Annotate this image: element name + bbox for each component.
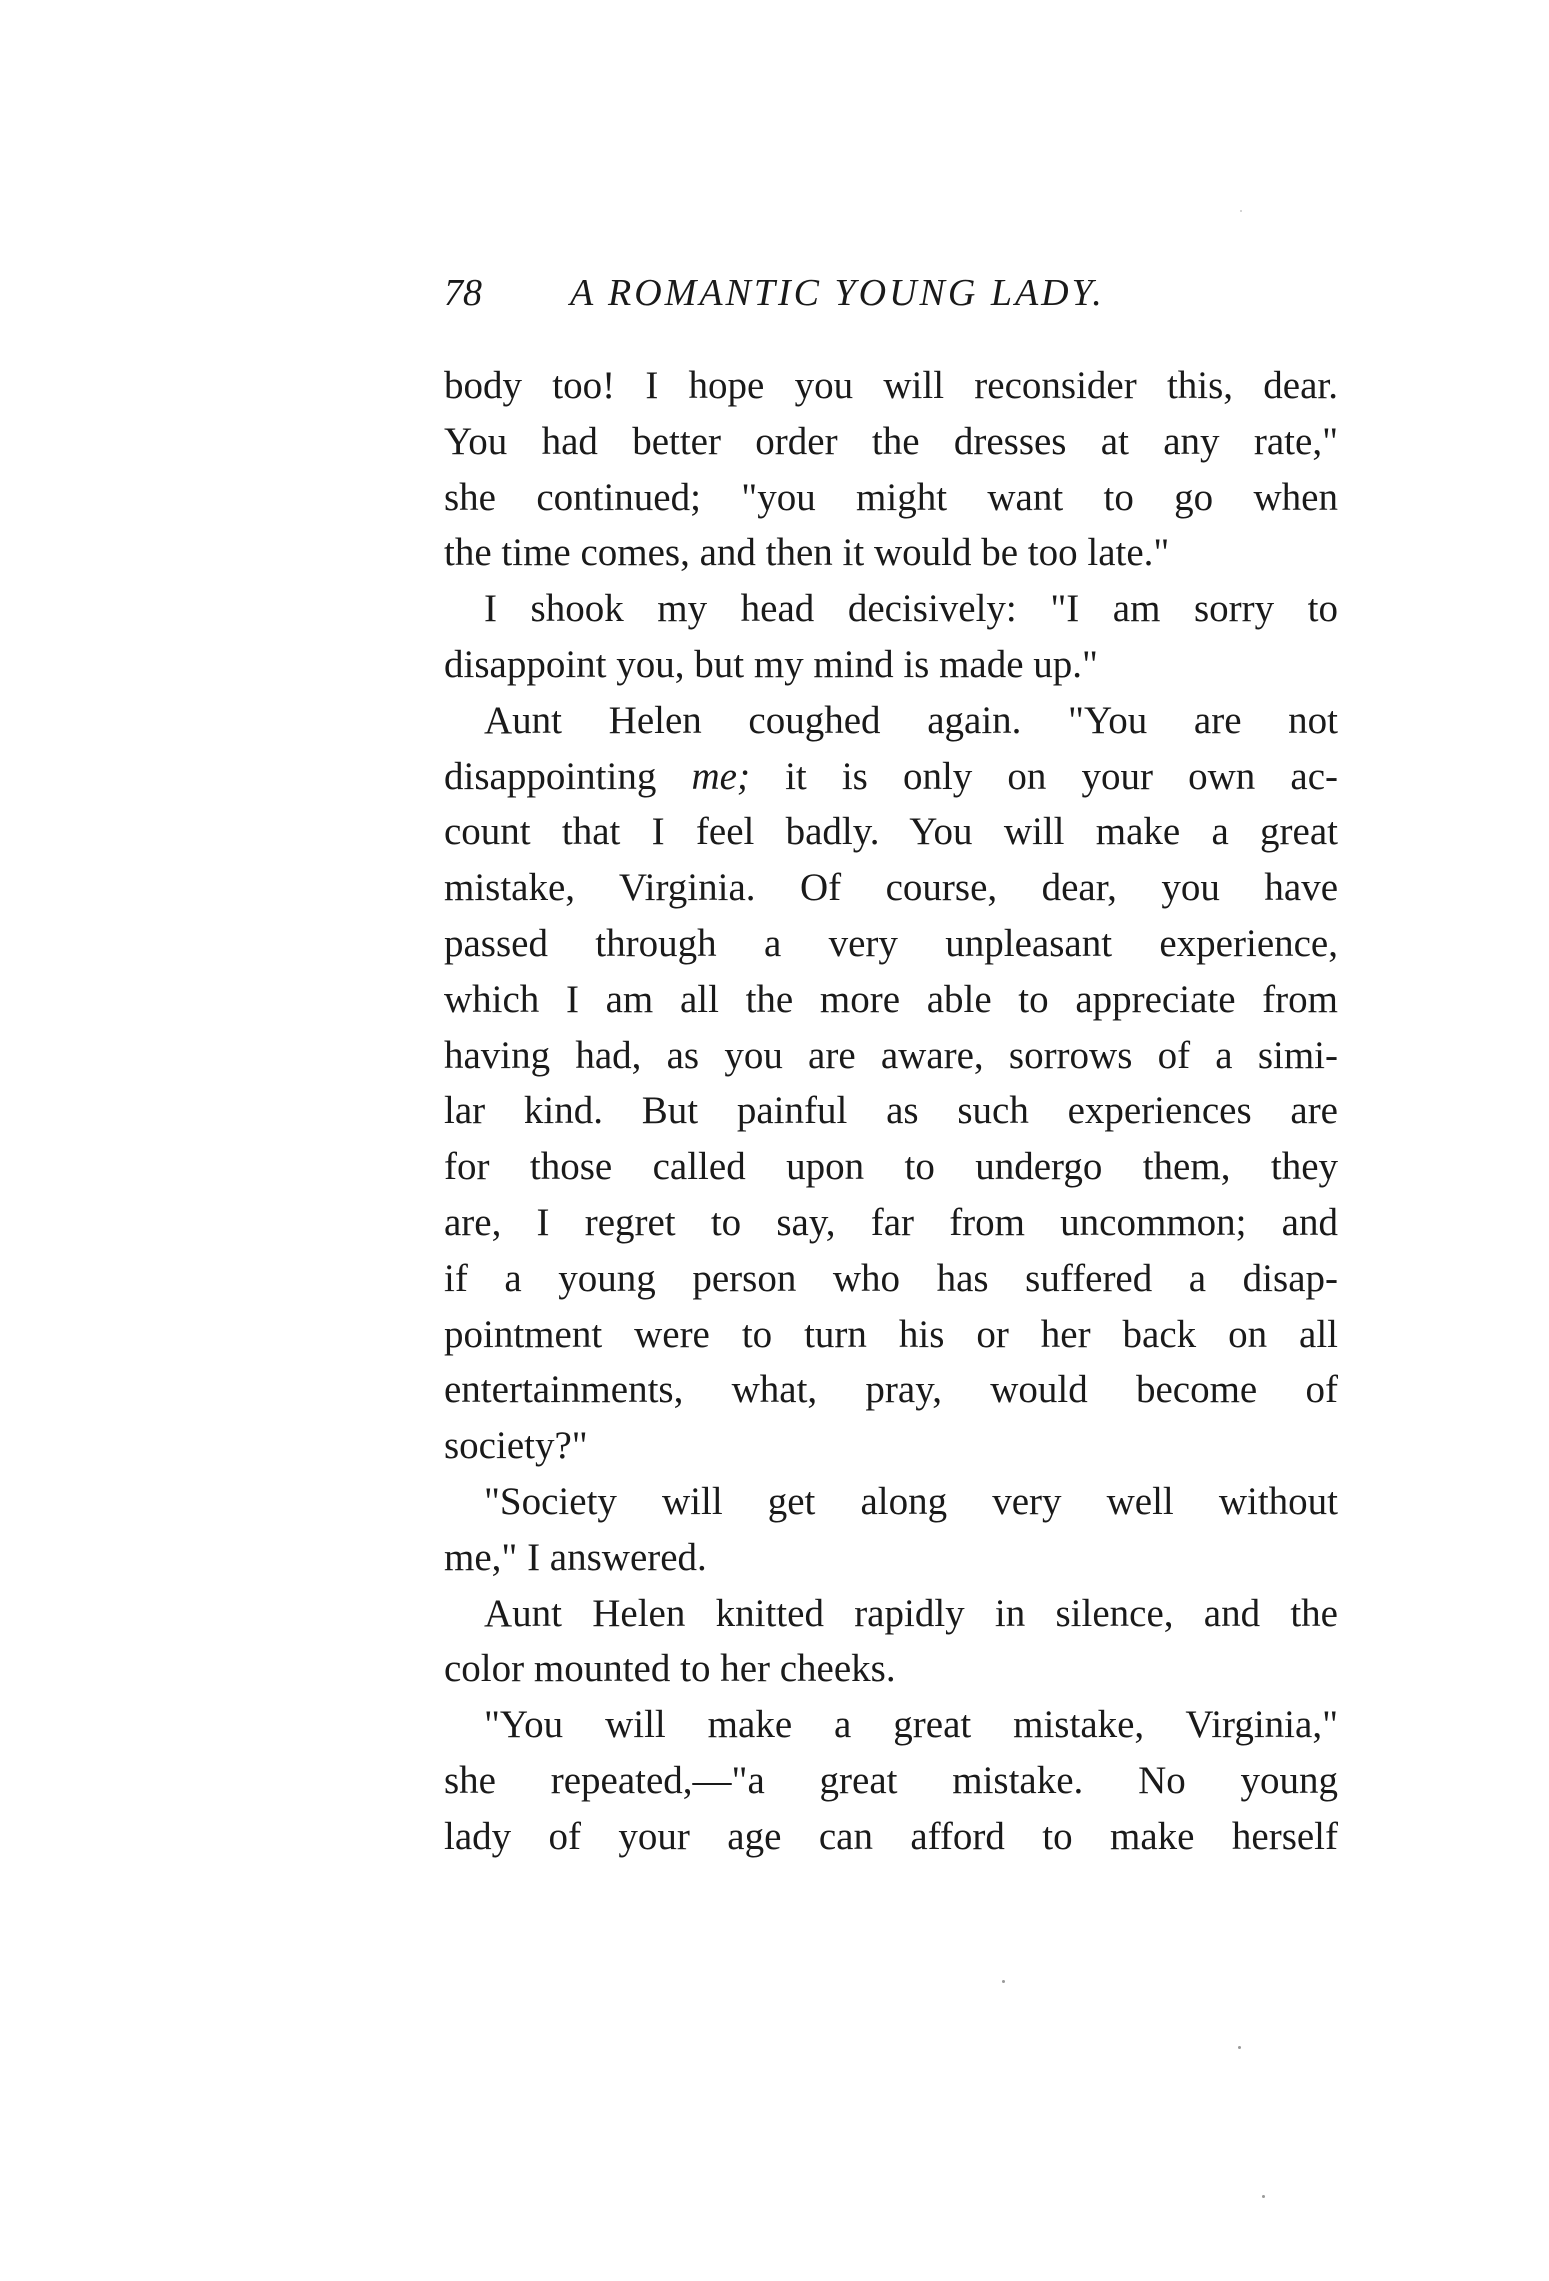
- text-line: Aunt Helen coughed again. "You are not: [484, 698, 1338, 742]
- text-line: passed through a very unpleasant experience,: [444, 921, 1338, 965]
- text-line: lady of your age can afford to make herself: [444, 1814, 1338, 1858]
- text-line: count that I feel badly. You will make a great: [444, 810, 1338, 854]
- paper-speck: [1240, 210, 1242, 212]
- text-line-mixed: [444, 749, 1338, 805]
- text-line: I shook my head decisively: "I am sorry to: [484, 587, 1338, 631]
- text-line: for those called upon to undergo them, they: [444, 1145, 1338, 1189]
- paper-speck: [1262, 2195, 1265, 2198]
- text-line: body too! I hope you will reconsider this, dear.: [444, 364, 1338, 407]
- text-line: lar kind. But painful as such experiences are: [444, 1089, 1338, 1133]
- text-line: she repeated,—"a great mistake. No young: [444, 1758, 1338, 1802]
- text-line: having had, as you are aware, sorrows of a simi-: [444, 1033, 1338, 1077]
- text-line: disappoint you, but my mind is made up.": [444, 642, 1098, 686]
- running-head: [444, 268, 1344, 318]
- text-fragment: it is only on your own ac-: [785, 754, 1339, 798]
- text-line: You had better order the dresses at any rate,": [444, 419, 1338, 463]
- text-fragment: disappointing: [444, 754, 657, 798]
- text-line: pointment were to turn his or her back on all: [444, 1312, 1338, 1356]
- text-line: the time comes, and then it would be too late.": [444, 531, 1170, 575]
- body-text: [444, 358, 1338, 1865]
- text-line: if a young person who has suffered a disap-: [444, 1256, 1338, 1300]
- emphasis-word: me;: [691, 754, 750, 798]
- text-line: society?": [444, 1424, 588, 1468]
- text-line: entertainments, what, pray, would become of: [444, 1368, 1338, 1412]
- text-line: are, I regret to say, far from uncommon; and: [444, 1200, 1338, 1244]
- text-line: which I am all the more able to appreciate from: [444, 977, 1338, 1021]
- page-number: 78: [444, 272, 482, 314]
- text-line: me," I answered.: [444, 1535, 707, 1579]
- paper-speck: [1238, 2046, 1241, 2049]
- text-line: she continued; "you might want to go when: [444, 475, 1338, 519]
- text-line: color mounted to her cheeks.: [444, 1647, 896, 1691]
- running-title: A ROMANTIC YOUNG LADY.: [570, 272, 1105, 314]
- text-line: "You will make a great mistake, Virginia,": [484, 1703, 1338, 1747]
- text-line: Aunt Helen knitted rapidly in silence, and the: [484, 1591, 1338, 1635]
- text-line: "Society will get along very well without: [484, 1479, 1338, 1523]
- text-line: mistake, Virginia. Of course, dear, you have: [444, 866, 1338, 910]
- paper-speck: [1002, 1980, 1005, 1983]
